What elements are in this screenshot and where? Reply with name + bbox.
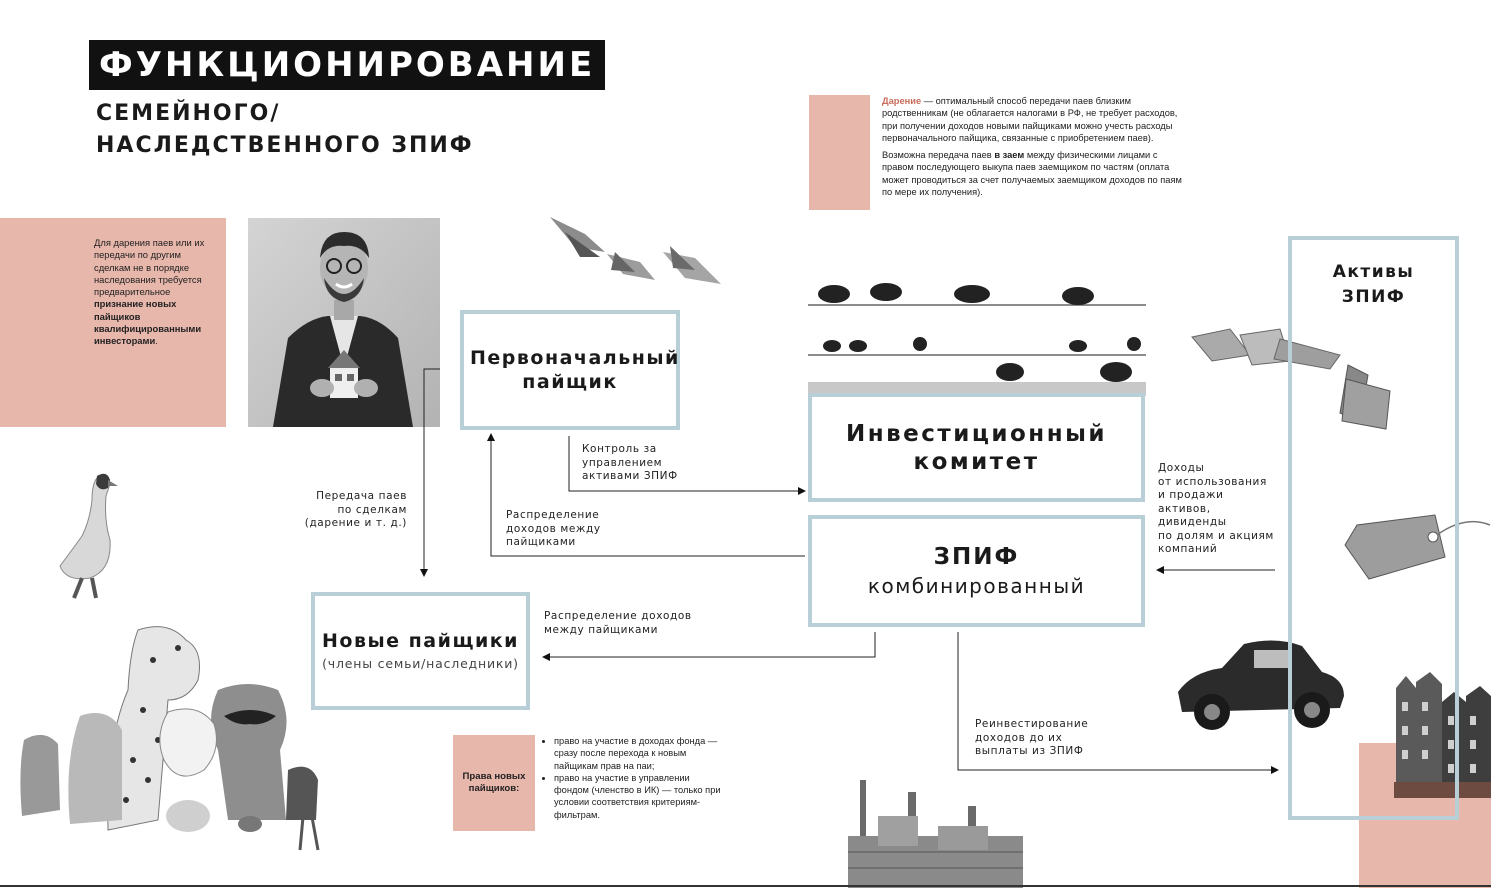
rights-item: • право на участие в доходах фонда — сразу после перехода к новым пайщикам прав на паи; [554, 735, 724, 772]
subtitle-line-1: СЕМЕЙНОГО/ [96, 101, 281, 126]
new-investors-title: Новые пайщики [322, 630, 519, 652]
arrow-transfer [424, 369, 440, 576]
label-line: доходов между [506, 522, 601, 535]
investment-committee-label: Инвестиционный комитет [845, 420, 1108, 475]
label-line: Распределение доходов [544, 610, 692, 622]
label-line: Доходы [1158, 462, 1205, 474]
label-line: Контроль за [582, 443, 657, 455]
fund-assets-label: Активы ЗПИФ [1332, 262, 1415, 307]
label-line: Передача паев [316, 490, 407, 502]
rights-label: Права новых пайщиков: [462, 770, 526, 794]
label-line: и продажи [1158, 489, 1224, 501]
loan-pre: Возможна передача паев [882, 150, 995, 161]
initial-investor-label: Первоначальный пайщик [470, 347, 680, 393]
label-line: доходов до их [975, 731, 1063, 744]
new-investors-box [311, 592, 530, 710]
label-distribution-up [506, 509, 601, 550]
bottom-divider [0, 885, 1491, 887]
left-note-bold: признание новых пайщиков квалифицированными инвесторами [94, 298, 202, 347]
gift-term: Дарение [882, 96, 922, 106]
gift-description: — оптимальный способ передачи паев близким родственникам (не облагается налогами в РФ, не требует расходов, при получении доходов новыми пайщиками можно учесть расходы первоначального пайщика, связанные с приобретением паев). [882, 96, 1178, 143]
loan-post: между физическими лицами с правом последующего выкупа паев заемщиком по частям (оплата может проводиться за счет получаемых заемщиком доходов по паям по мере их получения). [882, 150, 1182, 198]
label-distribution-new [544, 610, 692, 637]
label-line: по сделкам [337, 503, 407, 516]
zpif-title: ЗПИФ [933, 543, 1020, 570]
label-line: управлением [582, 456, 663, 469]
fund-assets-box [1288, 236, 1459, 820]
label-income [1158, 462, 1274, 557]
label-line: компаний [1158, 543, 1218, 555]
label-line: активов, [1158, 502, 1211, 515]
investment-committee-box [808, 393, 1145, 502]
initial-investor-box [460, 310, 680, 430]
left-note-text: Для дарения паев или их передачи по другим сделкам не в порядке наследования требуется предварительное [94, 237, 205, 298]
label-line: пайщиками [506, 536, 576, 548]
loan-bold: в заем [994, 150, 1025, 161]
left-note-end: . [155, 335, 158, 347]
zpif-box [808, 515, 1145, 627]
label-line: Распределение [506, 509, 600, 521]
rights-item: • право на участие в управлении фондом (членство в ИК) — только при условии соответствия критериям-фильтрам. [554, 772, 724, 821]
label-line: Реинвестирование [975, 718, 1089, 730]
label-transfer [300, 490, 407, 531]
label-line: по долям и акциям [1158, 529, 1274, 542]
label-line: между пайщиками [544, 623, 659, 636]
label-line: от использования [1158, 475, 1267, 488]
subtitle-line-2: НАСЛЕДСТВЕННОГО ЗПИФ [96, 133, 474, 158]
label-line: дивиденды [1158, 516, 1227, 528]
zpif-subtitle: комбинированный [867, 573, 1086, 598]
new-investors-subtitle: (члены семьи/наследники) [322, 656, 519, 671]
page-title: ФУНКЦИОНИРОВАНИЕ [99, 45, 596, 85]
label-line: (дарение и т. д.) [304, 517, 407, 529]
label-reinvest [975, 718, 1088, 759]
label-line: выплаты из ЗПИФ [975, 745, 1084, 757]
label-line: активами ЗПИФ [582, 470, 678, 482]
label-control [582, 443, 678, 484]
